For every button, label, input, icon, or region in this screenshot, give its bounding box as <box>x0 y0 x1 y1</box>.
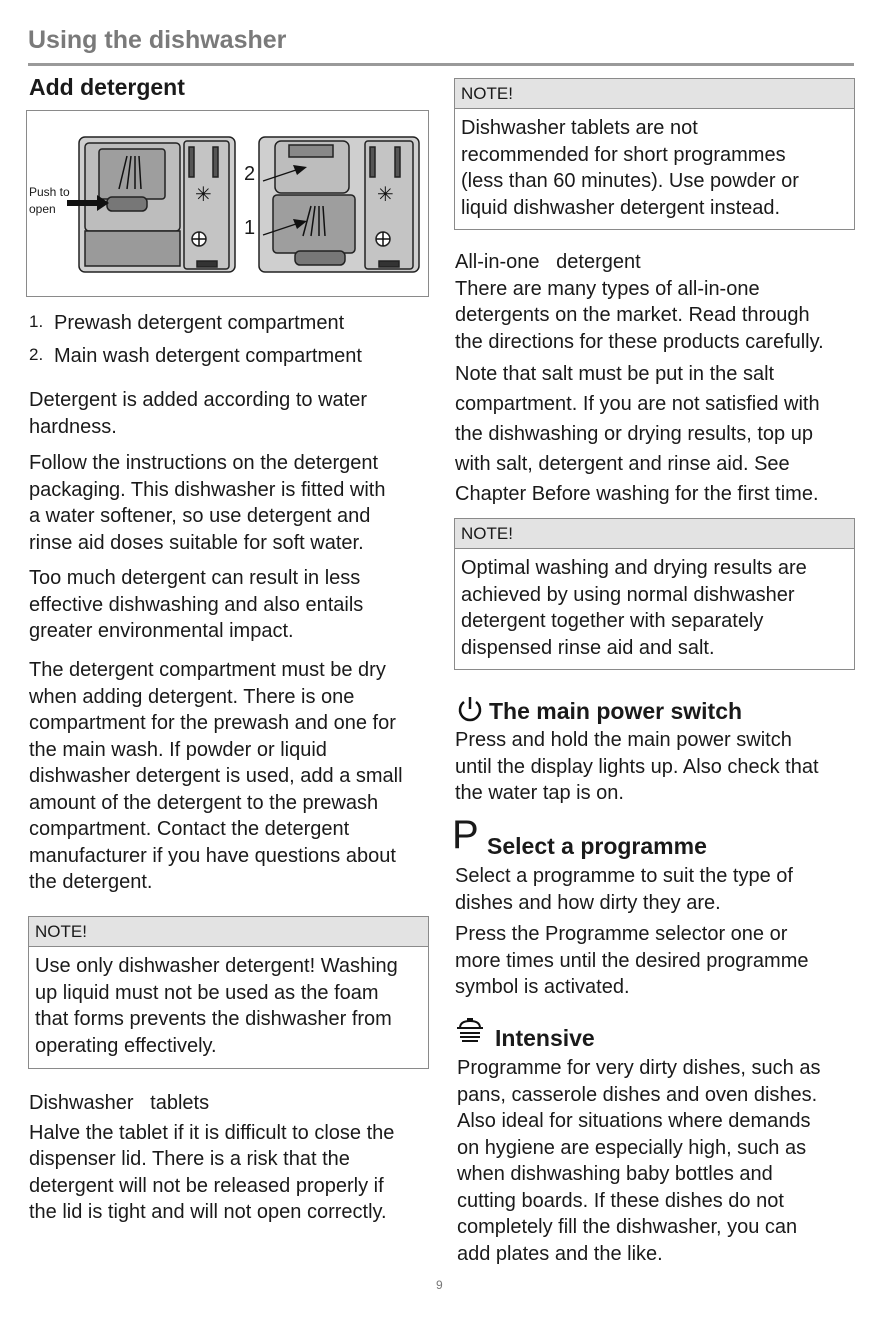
text-line: the main wash. If powder or liquid <box>29 738 327 761</box>
text-line: Press the Programme selector one or <box>455 923 788 945</box>
note-label: NOTE! <box>455 519 854 549</box>
power-icon <box>455 694 485 729</box>
text-line: liquid dishwasher detergent instead. <box>461 196 781 219</box>
note-box-tablets <box>454 78 855 230</box>
paragraph-hardness <box>29 387 439 440</box>
text-line: up liquid must not be used as the foam <box>35 981 379 1004</box>
text-line: the lid is tight and will not open correctly. <box>29 1201 387 1223</box>
list-number: 2. <box>29 345 44 364</box>
text-line: Programme for very dirty dishes, such as <box>457 1057 821 1079</box>
text-line: dispenser lid. There is a risk that the <box>29 1148 350 1170</box>
text-line: manufacturer if you have questions about <box>29 844 396 867</box>
text-line: a water softener, so use detergent and <box>29 505 371 527</box>
programme-text-2 <box>455 921 865 1001</box>
text-line: detergent will not be released properly if <box>29 1174 384 1197</box>
power-heading: The main power switch <box>489 698 743 724</box>
text-line: rinse aid doses suitable for soft water. <box>29 531 364 554</box>
text-line: hardness. <box>29 415 117 438</box>
text-line: when dishwashing baby bottles and <box>457 1163 773 1185</box>
note-body <box>455 549 854 661</box>
text-line: with salt, detergent and rinse aid. See <box>455 453 790 475</box>
text-line: greater environmental impact. <box>29 620 294 642</box>
text-line: There are many types of all-in-one <box>455 277 760 300</box>
text-line: effective dishwashing and also entails <box>29 593 364 616</box>
text-line: Select a programme to suit the type of <box>455 865 793 887</box>
text-line: Use only dishwasher detergent! Washing <box>35 955 398 977</box>
svg-text:✳: ✳ <box>195 184 212 206</box>
text-line: that forms prevents the dishwasher from <box>35 1008 392 1030</box>
note-body <box>29 947 428 1059</box>
text-line: the directions for these products carefully. <box>455 330 824 353</box>
note-box-detergent <box>28 916 429 1069</box>
text-line: packaging. This dishwasher is fitted with <box>29 478 386 501</box>
programme-p-icon: P <box>452 813 479 857</box>
programme-text-1 <box>455 863 865 916</box>
text-line: compartment for the prewash and one for <box>29 712 396 734</box>
paragraph-too-much <box>29 565 439 645</box>
note-box-results <box>454 518 855 670</box>
all-in-one-section <box>455 249 865 509</box>
dispenser-open-illustration <box>259 137 419 272</box>
callout-2-label: 2 <box>244 163 256 185</box>
text-line: Optimal washing and drying results are <box>461 557 807 579</box>
intensive-pot-icon <box>456 1016 484 1051</box>
text-line: The detergent compartment must be dry <box>29 659 386 681</box>
callout-1-label: 1 <box>244 217 256 239</box>
text-line: compartment. If you are not satisfied with <box>455 393 820 415</box>
list-item <box>29 312 429 340</box>
text-line: achieved by using normal dishwasher <box>461 583 795 606</box>
intensive-text <box>457 1055 867 1267</box>
text-line: amount of the detergent to the prewash <box>29 791 379 814</box>
svg-text:✳: ✳ <box>377 184 394 206</box>
text-line: dishes and how dirty they are. <box>455 891 721 914</box>
page-number: 9 <box>436 1278 443 1292</box>
text-line: cutting boards. If these dishes do not <box>457 1189 784 1212</box>
programme-heading: Select a programme <box>487 833 707 859</box>
text-line: the detergent. <box>29 871 153 893</box>
push-to-open-label: Push to <box>29 185 70 199</box>
list-number: 1. <box>29 312 44 331</box>
text-line: pans, casserole dishes and oven dishes. <box>457 1083 818 1106</box>
text-line: Halve the tablet if it is difficult to close the <box>29 1121 395 1144</box>
text-line: Chapter Before washing for the first time. <box>455 483 819 505</box>
text-line: Note that salt must be put in the salt <box>455 363 775 385</box>
text-line: symbol is activated. <box>455 976 630 998</box>
text-line: Also ideal for situations where demands <box>457 1110 811 1132</box>
text-line: the water tap is on. <box>455 782 624 804</box>
tablets-section <box>29 1090 449 1226</box>
power-text <box>455 727 865 807</box>
text-line: Follow the instructions on the detergent <box>29 452 379 474</box>
paragraph-instructions <box>29 450 439 556</box>
detergent-dispenser-figure <box>26 110 429 297</box>
text-line: on hygiene are especially high, such as <box>457 1136 807 1159</box>
text-line: dispensed rinse aid and salt. <box>461 636 715 659</box>
text-line: until the display lights up. Also check that <box>455 755 819 778</box>
list-text: Main wash detergent compartment <box>54 345 362 367</box>
section-title: Using the dishwasher <box>28 26 287 54</box>
text-line: more times until the desired programme <box>455 949 809 972</box>
note-body <box>455 109 854 221</box>
tablets-heading: Dishwasher tablets <box>29 1092 210 1114</box>
title-divider <box>28 63 854 66</box>
text-line: Detergent is added according to water <box>29 389 367 411</box>
text-line: detergent together with separately <box>461 610 764 632</box>
text-line: completely fill the dishwasher, you can <box>457 1216 798 1238</box>
text-line: Press and hold the main power switch <box>455 729 792 751</box>
intensive-heading: Intensive <box>495 1025 595 1051</box>
all-in-one-heading: All-in-one detergent <box>455 251 641 273</box>
text-line: when adding detergent. There is one <box>29 685 355 708</box>
text-line: recommended for short programmes <box>461 143 786 166</box>
text-line: operating effectively. <box>35 1034 217 1057</box>
text-line: Dishwasher tablets are not <box>461 117 698 139</box>
list-text: Prewash detergent compartment <box>54 312 345 334</box>
text-line: add plates and the like. <box>457 1242 663 1265</box>
note-label: NOTE! <box>29 917 428 947</box>
text-line: dishwasher detergent is used, add a small <box>29 765 403 787</box>
text-line: Too much detergent can result in less <box>29 567 361 589</box>
list-item <box>29 345 429 373</box>
push-to-open-label-2: open <box>29 202 56 216</box>
paragraph-compartment <box>29 657 439 896</box>
text-line: (less than 60 minutes). Use powder or <box>461 170 799 192</box>
text-line: compartment. Contact the detergent <box>29 818 350 840</box>
note-label: NOTE! <box>455 79 854 109</box>
dispenser-illustration <box>27 111 427 295</box>
text-line: detergents on the market. Read through <box>455 304 810 326</box>
add-detergent-heading: Add detergent <box>29 74 185 100</box>
text-line: the dishwashing or drying results, top up <box>455 423 813 445</box>
